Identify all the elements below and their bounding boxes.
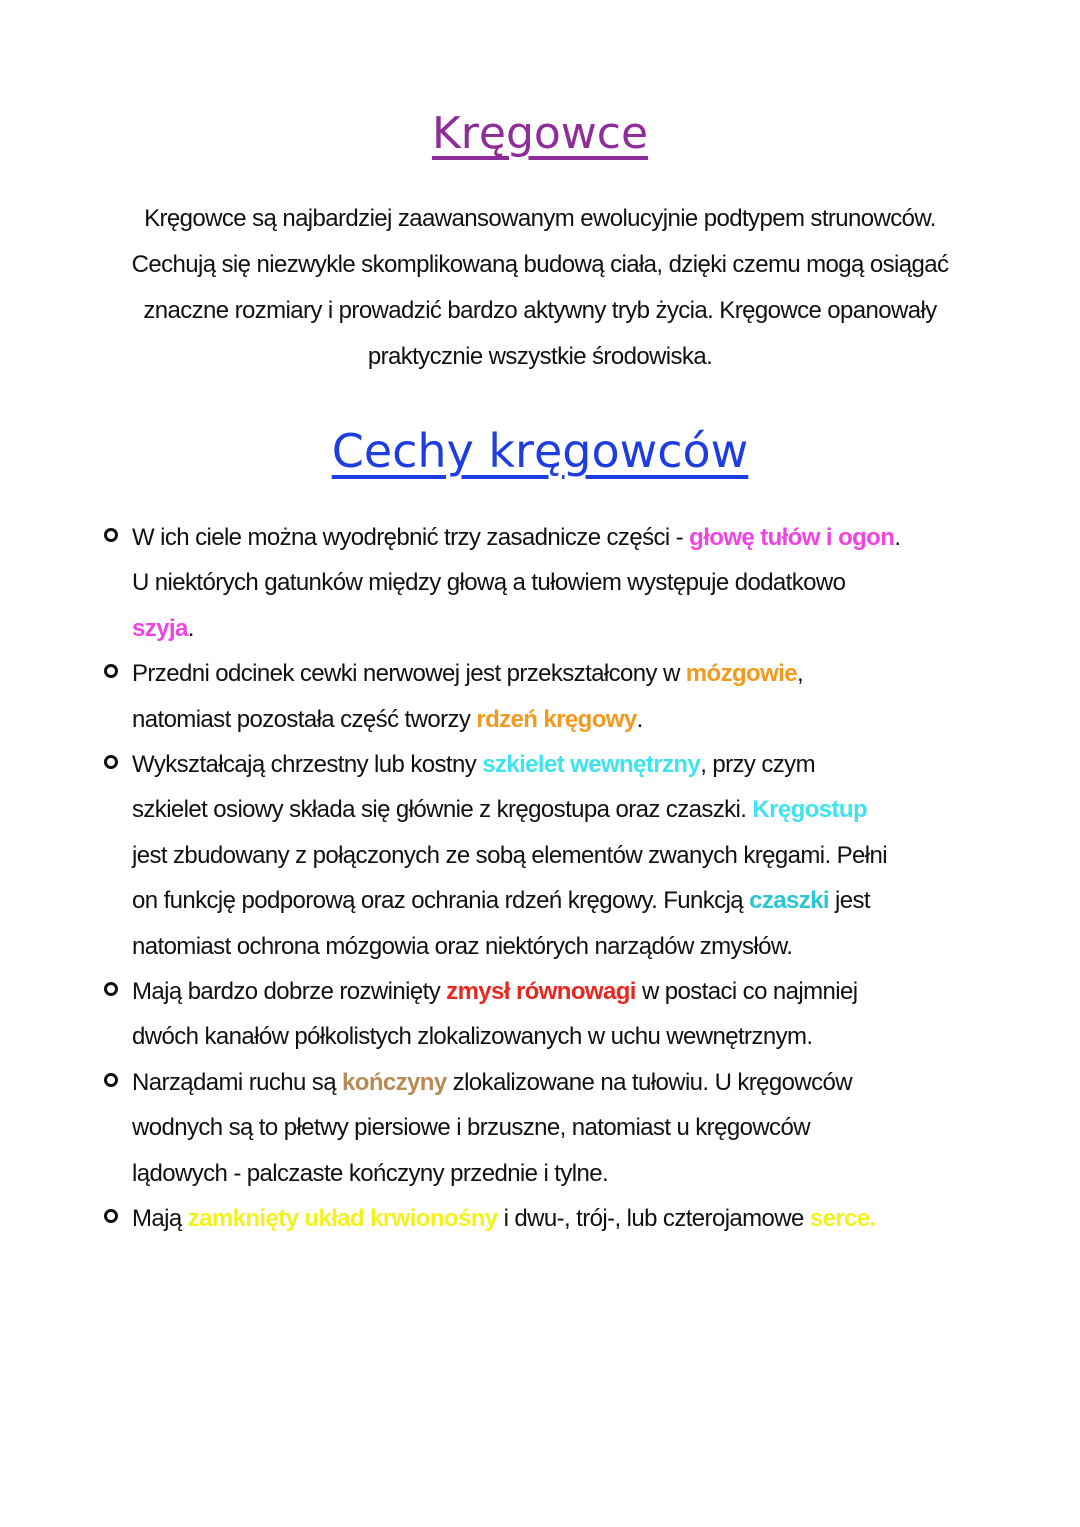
text-segment: i dwu-, trój-, lub czterojamowe (497, 1205, 810, 1233)
list-item-line (104, 1060, 1004, 1105)
highlighted-term: Kręgostup (752, 796, 868, 824)
text-segment: szkielet osiowy składa się głównie z kręgostupa oraz czaszki. (132, 796, 753, 824)
highlighted-term: szyja (132, 614, 188, 642)
list-item (104, 1196, 1004, 1241)
intro-paragraph (60, 196, 1020, 380)
page-title (0, 108, 1080, 159)
circle-bullet-icon (104, 982, 118, 996)
title-text: Kręgowce (431, 108, 649, 159)
subtitle-text: Cechy kręgowców (331, 424, 749, 478)
highlighted-term: szkielet wewnętrzny (482, 751, 701, 779)
text-segment: Wykształcają chrzestny lub kostny (132, 751, 483, 779)
intro-line: Cechują się niezwykle skomplikowaną budową ciała, dzięki czemu mogą osiągać (131, 251, 949, 278)
circle-bullet-icon (104, 1209, 118, 1223)
text-segment: , (797, 660, 804, 688)
text-segment: jest zbudowany z połączonych ze sobą elementów zwanych kręgami. Pełni (132, 841, 888, 869)
list-item-line (104, 969, 1004, 1014)
highlighted-term: czaszki (749, 887, 829, 915)
section-title (0, 424, 1080, 478)
text-segment: natomiast ochrona mózgowia oraz niektórych narządów zmysłów. (132, 932, 793, 960)
list-item-line (104, 1196, 1004, 1241)
text-segment: natomiast pozostała część tworzy (132, 705, 477, 733)
list-item (104, 1060, 1004, 1196)
highlighted-term: rdzeń kręgowy (476, 705, 637, 733)
intro-line: praktycznie wszystkie środowiska. (367, 343, 713, 370)
text-segment: U niektórych gatunków między głową a tułowiem występuje dodatkowo (132, 569, 846, 597)
text-segment: Mają bardzo dobrze rozwinięty (132, 978, 447, 1006)
circle-bullet-icon (104, 1073, 118, 1087)
text-segment: jest (828, 887, 871, 915)
text-segment: . (894, 524, 901, 551)
highlighted-term: kończyny (342, 1068, 447, 1096)
list-item (104, 515, 1004, 651)
circle-bullet-icon (104, 664, 118, 678)
text-segment: W ich ciele można wyodrębnić trzy zasadnicze części - (132, 524, 690, 551)
circle-bullet-icon (104, 528, 118, 542)
highlighted-term: serce. (809, 1205, 876, 1233)
text-segment: . (187, 614, 194, 642)
text-segment: lądowych - palczaste kończyny przednie i tylne. (132, 1159, 609, 1187)
intro-line: znaczne rozmiary i prowadzić bardzo aktywny tryb życia. Kręgowce opanowały (143, 297, 937, 324)
list-item-line (104, 1105, 1004, 1150)
list-item-line (104, 742, 1004, 787)
list-item-line (104, 560, 1004, 605)
text-segment: w postaci co najmniej (635, 978, 858, 1006)
list-item (104, 651, 1004, 742)
list-item-line (104, 651, 1004, 696)
list-item-line (104, 1151, 1004, 1196)
list-item-line (104, 833, 1004, 878)
list-item-line (104, 787, 1004, 832)
text-segment: . (636, 705, 643, 733)
text-segment: , przy czym (700, 751, 815, 779)
list-item-line (104, 1014, 1004, 1059)
features-list (104, 515, 1004, 1242)
highlighted-term: mózgowie (685, 660, 797, 688)
list-item (104, 742, 1004, 969)
text-segment: Przedni odcinek cewki nerwowej jest przekształcony w (132, 660, 686, 688)
text-segment: on funkcję podporową oraz ochrania rdzeń kręgowy. Funkcją (132, 887, 750, 915)
text-segment: zlokalizowane na tułowiu. U kręgowców (446, 1068, 853, 1096)
intro-line: Kręgowce są najbardziej zaawansowanym ewolucyjnie podtypem strunowców. (144, 205, 936, 232)
text-segment: wodnych są to płetwy piersiowe i brzuszne, natomiast u kręgowców (132, 1114, 810, 1142)
list-item-line (104, 515, 1004, 560)
text-segment: Narządami ruchu są (132, 1068, 343, 1096)
list-item-line (104, 606, 1004, 651)
text-segment: dwóch kanałów półkolistych zlokalizowanych w uchu wewnętrznym. (132, 1023, 813, 1051)
list-item-line (104, 697, 1004, 742)
list-item-line (104, 878, 1004, 923)
text-segment: Mają (132, 1205, 188, 1233)
list-item (104, 969, 1004, 1060)
highlighted-term: zamknięty układ krwionośny (187, 1205, 498, 1233)
highlighted-term: głowę tułów i ogon (689, 524, 895, 551)
highlighted-term: zmysł równowagi (446, 978, 636, 1006)
list-item-line (104, 924, 1004, 969)
circle-bullet-icon (104, 755, 118, 769)
